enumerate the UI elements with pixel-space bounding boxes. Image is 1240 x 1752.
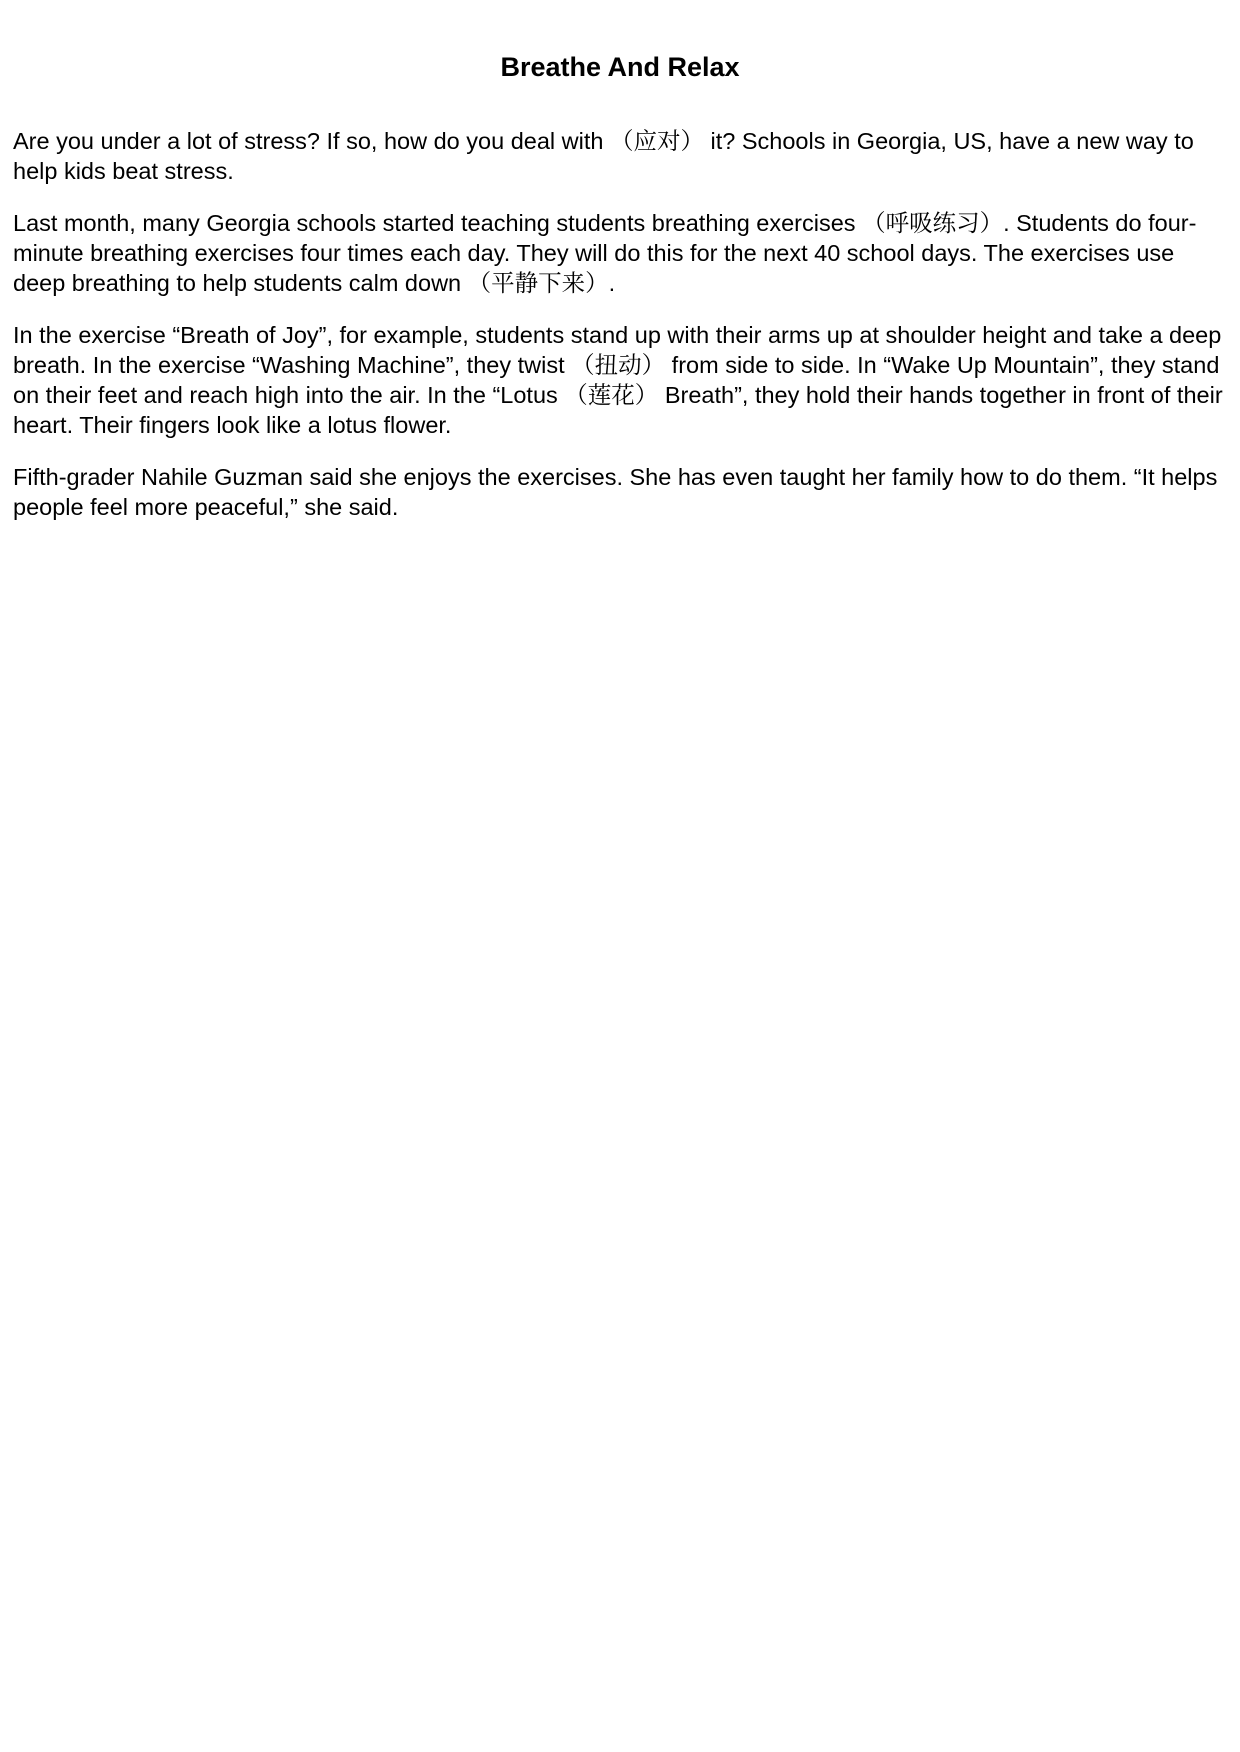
paragraph-3: In the exercise “Breath of Joy”, for example, students stand up with their arms up at shoulder height and take a deep breath. In the exercise “Washing Machine”, they twist （扭动） from side to side. In “Wake Up Mountain”, they stand on their feet and reach high into the air. In the “Lotus （莲花） Breath”, they hold their hands together in front of their heart. Their fingers look like a lotus flower. (13, 322, 1223, 438)
paragraph-2: Last month, many Georgia schools started teaching students breathing exercises （呼吸练习）. Students do four-minute breathing exercises four times each day. They will do this for the next 40 school days. The exercises use deep breathing to help students calm down （平静下来）. (13, 210, 1197, 296)
document-title: Breathe And Relax (500, 52, 740, 82)
paragraph-4: Fifth-grader Nahile Guzman said she enjoys the exercises. She has even taught her family how to do them. “It helps people feel more peaceful,” she said. (13, 464, 1218, 520)
document-body (13, 126, 1231, 544)
paragraph-1: Are you under a lot of stress? If so, how do you deal with （应对） it? Schools in Georgia, US, have a new way to help kids beat stress. (13, 128, 1194, 184)
